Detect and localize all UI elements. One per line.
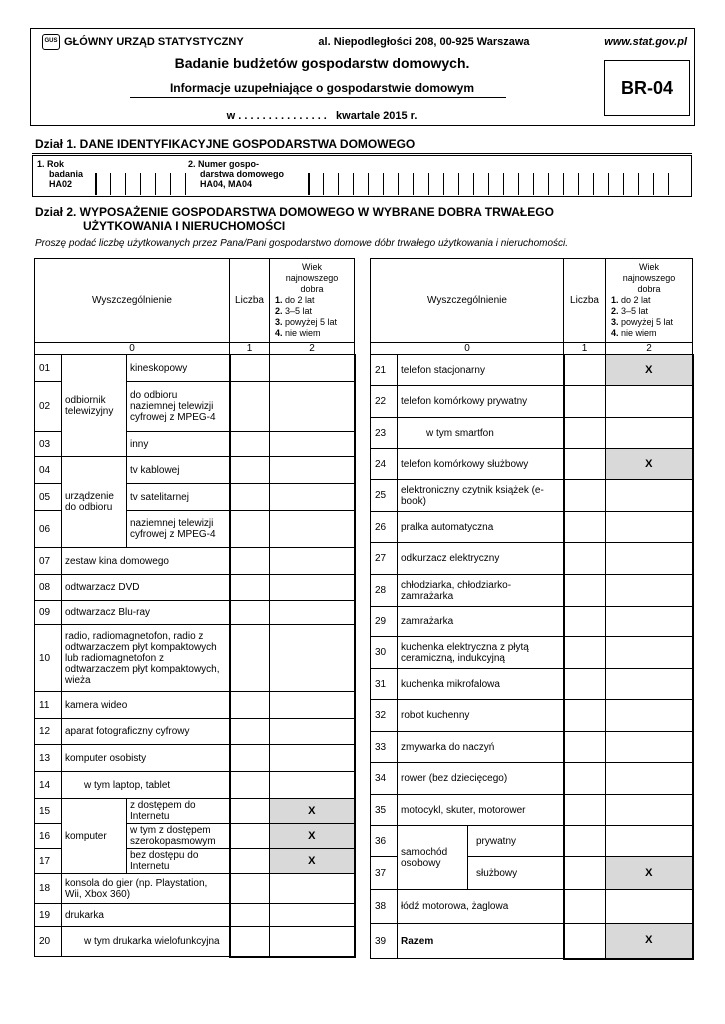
row-number: 12 bbox=[35, 719, 62, 745]
household-cell[interactable] bbox=[384, 173, 399, 195]
table-row bbox=[35, 772, 355, 799]
count-cell[interactable] bbox=[230, 824, 270, 849]
age-opt4: nie wiem bbox=[282, 328, 321, 338]
col-header-item: Wyszczególnienie bbox=[371, 259, 564, 343]
age-cell-disabled: X bbox=[270, 799, 355, 824]
row-label: chłodziarka, chłodziarko-zamrażarka bbox=[398, 575, 564, 607]
age-cell[interactable] bbox=[270, 625, 355, 692]
row-label: do odbioru naziemnej telewizji cyfrowej z MPEG-4 bbox=[127, 382, 230, 432]
age-opt1-num: 1. bbox=[611, 295, 619, 305]
table-row bbox=[371, 890, 693, 924]
row-number: 17 bbox=[35, 849, 62, 874]
section2-instruction: Proszę podać liczbę użytkowanych przez Pana/Pani gospodarstwo domowe dóbr trwałego użytkowania i nieruchomości. bbox=[35, 238, 569, 249]
count-cell[interactable] bbox=[564, 355, 606, 386]
row-number: 33 bbox=[371, 732, 398, 763]
household-cell[interactable] bbox=[324, 173, 339, 195]
table-row bbox=[371, 449, 693, 480]
age-cell[interactable] bbox=[270, 874, 355, 904]
count-cell[interactable] bbox=[230, 625, 270, 692]
age-cell[interactable] bbox=[270, 692, 355, 719]
table-row bbox=[35, 874, 355, 904]
row-number: 39 bbox=[371, 924, 398, 959]
household-cell[interactable] bbox=[474, 173, 489, 195]
org-name: GŁÓWNY URZĄD STATYSTYCZNY bbox=[64, 35, 244, 48]
age-opt2: 3–5 lat bbox=[282, 306, 313, 316]
row-label: kamera wideo bbox=[62, 692, 230, 719]
field1-code: HA02 bbox=[49, 179, 73, 189]
age-cell[interactable] bbox=[606, 890, 693, 924]
age-header-b: najnowszego bbox=[285, 273, 339, 283]
count-cell[interactable] bbox=[564, 924, 606, 959]
household-cell[interactable] bbox=[444, 173, 459, 195]
row-number: 01 bbox=[35, 355, 62, 382]
age-opt1-num: 1. bbox=[275, 295, 283, 305]
table-row bbox=[371, 732, 693, 763]
table-row bbox=[35, 457, 355, 484]
row-number: 10 bbox=[35, 625, 62, 692]
row-label: odtwarzacz Blu-ray bbox=[62, 601, 230, 625]
table-row bbox=[371, 763, 693, 795]
table-row bbox=[35, 548, 355, 575]
age-cell[interactable] bbox=[270, 548, 355, 575]
count-cell[interactable] bbox=[230, 484, 270, 511]
row-label: telefon komórkowy służbowy bbox=[398, 449, 564, 480]
year-cell[interactable] bbox=[96, 173, 111, 195]
age-opt3-num: 3. bbox=[275, 317, 283, 327]
count-cell[interactable] bbox=[564, 857, 606, 890]
table-row bbox=[35, 719, 355, 745]
age-opt4-num: 4. bbox=[611, 328, 619, 338]
row-group-receiver: urządzenie do odbioru bbox=[62, 457, 127, 548]
age-cell[interactable] bbox=[270, 745, 355, 772]
age-header-c: dobra bbox=[300, 284, 324, 294]
row-number: 03 bbox=[35, 432, 62, 457]
count-cell[interactable] bbox=[564, 669, 606, 700]
section2-title bbox=[35, 205, 554, 233]
row-label: pralka automatyczna bbox=[398, 512, 564, 543]
field2-code: HA04, MA04 bbox=[200, 179, 253, 189]
table-row bbox=[371, 355, 693, 386]
count-cell[interactable] bbox=[230, 457, 270, 484]
age-cell[interactable] bbox=[270, 575, 355, 601]
row-number: 13 bbox=[35, 745, 62, 772]
table-row bbox=[371, 826, 693, 857]
household-cell[interactable] bbox=[414, 173, 429, 195]
row-number: 25 bbox=[371, 480, 398, 512]
age-cell-disabled: X bbox=[606, 355, 693, 386]
field1-number: 1. bbox=[37, 159, 45, 169]
row-number: 21 bbox=[371, 355, 398, 386]
row-label: telefon komórkowy prywatny bbox=[398, 386, 564, 418]
row-number: 30 bbox=[371, 637, 398, 669]
row-number: 38 bbox=[371, 890, 398, 924]
row-label: w tym smartfon bbox=[398, 418, 564, 449]
age-opt1: do 2 lat bbox=[618, 295, 651, 305]
row-number: 31 bbox=[371, 669, 398, 700]
table-row bbox=[371, 575, 693, 607]
form-code-box: BR-04 bbox=[604, 60, 690, 116]
row-label: aparat fotograficzny cyfrowy bbox=[62, 719, 230, 745]
table-row bbox=[35, 355, 355, 382]
age-opt1: do 2 lat bbox=[282, 295, 315, 305]
row-label: kuchenka mikrofalowa bbox=[398, 669, 564, 700]
row-number: 34 bbox=[371, 763, 398, 795]
index-row bbox=[35, 343, 355, 355]
table-row bbox=[35, 601, 355, 625]
row-number: 07 bbox=[35, 548, 62, 575]
row-group-car: samochód osobowy bbox=[398, 826, 468, 890]
field2-label-b: darstwa domowego bbox=[200, 169, 285, 179]
right-equipment-table bbox=[370, 258, 694, 960]
row-label: inny bbox=[127, 432, 230, 457]
age-cell[interactable] bbox=[606, 669, 693, 700]
count-cell[interactable] bbox=[564, 575, 606, 607]
count-cell[interactable] bbox=[230, 432, 270, 457]
row-group-tv: odbiornik telewizyjny bbox=[62, 355, 127, 457]
age-cell[interactable] bbox=[606, 732, 693, 763]
age-cell[interactable] bbox=[606, 763, 693, 795]
count-cell[interactable] bbox=[230, 511, 270, 548]
left-equipment-table bbox=[34, 258, 356, 958]
header-top-row bbox=[42, 34, 687, 50]
age-header-a: Wiek bbox=[639, 262, 659, 272]
age-cell[interactable] bbox=[270, 719, 355, 745]
count-cell[interactable] bbox=[230, 548, 270, 575]
year-cell[interactable] bbox=[156, 173, 171, 195]
row-number: 08 bbox=[35, 575, 62, 601]
age-cell[interactable] bbox=[270, 457, 355, 484]
count-cell[interactable] bbox=[230, 745, 270, 772]
index-col-0: 0 bbox=[35, 343, 230, 355]
age-cell[interactable] bbox=[606, 512, 693, 543]
row-label: rower (bez dziecięcego) bbox=[398, 763, 564, 795]
table-row bbox=[35, 625, 355, 692]
household-number-cells[interactable] bbox=[308, 173, 669, 195]
row-number: 18 bbox=[35, 874, 62, 904]
table-row bbox=[371, 700, 693, 732]
field1-label bbox=[37, 159, 83, 189]
row-label: tv kablowej bbox=[127, 457, 230, 484]
row-number: 02 bbox=[35, 382, 62, 432]
year-cell[interactable] bbox=[126, 173, 141, 195]
age-cell-disabled: X bbox=[606, 857, 693, 890]
row-label: w tym laptop, tablet bbox=[62, 772, 230, 799]
age-opt3: powyżej 5 lat bbox=[618, 317, 674, 327]
field1-label-a: Rok bbox=[47, 159, 65, 169]
row-label: radio, radiomagnetofon, radio z odtwarzaczem płyt kompaktowych lub radiomagnetofon z odtwarzaczem płyt kompaktowych, wieża bbox=[62, 625, 230, 692]
org-address: al. Niepodległości 208, 00-925 Warszawa bbox=[318, 36, 530, 48]
index-row bbox=[371, 343, 693, 355]
table-row bbox=[35, 575, 355, 601]
index-col-2: 2 bbox=[270, 343, 355, 355]
age-opt3-num: 3. bbox=[611, 317, 619, 327]
household-cell[interactable] bbox=[354, 173, 369, 195]
field2-label-a: Numer gospo- bbox=[198, 159, 260, 169]
age-header-b: najnowszego bbox=[622, 273, 676, 283]
age-cell[interactable] bbox=[270, 432, 355, 457]
org-url[interactable]: www.stat.gov.pl bbox=[604, 36, 687, 48]
household-cell[interactable] bbox=[594, 173, 609, 195]
count-cell[interactable] bbox=[564, 512, 606, 543]
row-label: drukarka bbox=[62, 904, 230, 927]
row-label: komputer osobisty bbox=[62, 745, 230, 772]
row-label: kineskopowy bbox=[127, 355, 230, 382]
row-number: 06 bbox=[35, 511, 62, 548]
quarter-line[interactable]: w . . . . . . . . . . . . . . . kwartale 2015 r. bbox=[226, 110, 418, 122]
field1-label-b: badania bbox=[49, 169, 84, 179]
age-cell[interactable] bbox=[606, 795, 693, 826]
year-cell[interactable] bbox=[141, 173, 156, 195]
household-cell[interactable] bbox=[504, 173, 519, 195]
age-cell[interactable] bbox=[270, 927, 355, 957]
row-label: łódź motorowa, żaglowa bbox=[398, 890, 564, 924]
age-cell[interactable] bbox=[606, 575, 693, 607]
age-cell[interactable] bbox=[606, 418, 693, 449]
field2-label bbox=[188, 159, 284, 189]
row-label: z dostępem do Internetu bbox=[127, 799, 230, 824]
row-label: kuchenka elektryczna z płytą ceramiczną, indukcyjną bbox=[398, 637, 564, 669]
age-cell[interactable] bbox=[606, 386, 693, 418]
household-cell[interactable] bbox=[549, 173, 564, 195]
row-label: służbowy bbox=[468, 857, 564, 890]
row-number: 04 bbox=[35, 457, 62, 484]
row-number: 05 bbox=[35, 484, 62, 511]
count-cell[interactable] bbox=[564, 543, 606, 575]
table-row bbox=[35, 904, 355, 927]
count-cell[interactable] bbox=[230, 355, 270, 382]
table-row bbox=[371, 418, 693, 449]
row-number: 23 bbox=[371, 418, 398, 449]
gus-logo-icon: GUS bbox=[42, 34, 60, 50]
table-row bbox=[35, 927, 355, 957]
table-row bbox=[371, 386, 693, 418]
index-col-0: 0 bbox=[371, 343, 564, 355]
row-number: 32 bbox=[371, 700, 398, 732]
row-label: zestaw kina domowego bbox=[62, 548, 230, 575]
org-block bbox=[42, 34, 244, 50]
table-row bbox=[371, 480, 693, 512]
table-row bbox=[35, 799, 355, 824]
row-label: prywatny bbox=[468, 826, 564, 857]
row-number: 29 bbox=[371, 607, 398, 637]
age-header-c: dobra bbox=[637, 284, 661, 294]
household-cell[interactable] bbox=[339, 173, 354, 195]
count-cell[interactable] bbox=[230, 904, 270, 927]
table-row bbox=[371, 607, 693, 637]
household-cell[interactable] bbox=[609, 173, 624, 195]
count-cell[interactable] bbox=[564, 826, 606, 857]
age-cell-disabled: X bbox=[270, 824, 355, 849]
count-cell[interactable] bbox=[564, 607, 606, 637]
row-number: 16 bbox=[35, 824, 62, 849]
row-label: robot kuchenny bbox=[398, 700, 564, 732]
age-cell[interactable] bbox=[270, 772, 355, 799]
age-opt2-num: 2. bbox=[611, 306, 619, 316]
count-cell[interactable] bbox=[230, 601, 270, 625]
row-number: 26 bbox=[371, 512, 398, 543]
row-number: 11 bbox=[35, 692, 62, 719]
row-label-total: Razem bbox=[398, 924, 564, 959]
household-cell[interactable] bbox=[459, 173, 474, 195]
row-label: tv satelitarnej bbox=[127, 484, 230, 511]
age-opt4: nie wiem bbox=[618, 328, 657, 338]
count-cell[interactable] bbox=[230, 382, 270, 432]
row-label: motocykl, skuter, motorower bbox=[398, 795, 564, 826]
age-opt2-num: 2. bbox=[275, 306, 283, 316]
count-cell[interactable] bbox=[230, 719, 270, 745]
age-opt4-num: 4. bbox=[275, 328, 283, 338]
row-label: bez dostępu do Internetu bbox=[127, 849, 230, 874]
section2-title-a: Dział 2. WYPOSAŻENIE GOSPODARSTWA DOMOWEGO W WYBRANE DOBRA TRWAŁEGO bbox=[35, 205, 554, 219]
row-number: 15 bbox=[35, 799, 62, 824]
age-cell[interactable] bbox=[606, 637, 693, 669]
table-row bbox=[371, 669, 693, 700]
count-cell[interactable] bbox=[564, 418, 606, 449]
household-cell[interactable] bbox=[489, 173, 504, 195]
index-col-2: 2 bbox=[606, 343, 693, 355]
table-row bbox=[35, 692, 355, 719]
table-row bbox=[371, 795, 693, 826]
age-cell-disabled: X bbox=[606, 449, 693, 480]
row-number: 19 bbox=[35, 904, 62, 927]
count-cell[interactable] bbox=[230, 575, 270, 601]
age-cell[interactable] bbox=[270, 355, 355, 382]
count-cell[interactable] bbox=[230, 927, 270, 957]
row-number: 28 bbox=[371, 575, 398, 607]
count-cell[interactable] bbox=[564, 795, 606, 826]
household-cell[interactable] bbox=[534, 173, 549, 195]
count-cell[interactable] bbox=[564, 386, 606, 418]
count-cell[interactable] bbox=[230, 799, 270, 824]
age-cell[interactable] bbox=[606, 826, 693, 857]
count-cell[interactable] bbox=[564, 732, 606, 763]
row-number: 36 bbox=[371, 826, 398, 857]
row-label: zamrażarka bbox=[398, 607, 564, 637]
age-cell[interactable] bbox=[270, 382, 355, 432]
household-cell[interactable] bbox=[369, 173, 384, 195]
household-cell[interactable] bbox=[399, 173, 414, 195]
count-cell[interactable] bbox=[564, 480, 606, 512]
count-cell[interactable] bbox=[564, 763, 606, 795]
age-cell[interactable] bbox=[606, 543, 693, 575]
row-number: 09 bbox=[35, 601, 62, 625]
age-cell[interactable] bbox=[606, 607, 693, 637]
row-group-computer: komputer bbox=[62, 799, 127, 874]
row-label: elektroniczny czytnik książek (e-book) bbox=[398, 480, 564, 512]
age-opt2: 3–5 lat bbox=[618, 306, 649, 316]
table-row bbox=[35, 745, 355, 772]
subtitle-underline bbox=[130, 97, 506, 98]
field2-number: 2. bbox=[188, 159, 196, 169]
row-label: zmywarka do naczyń bbox=[398, 732, 564, 763]
row-label: konsola do gier (np. Playstation, Wii, Xbox 360) bbox=[62, 874, 230, 904]
count-cell[interactable] bbox=[564, 700, 606, 732]
age-cell[interactable] bbox=[270, 484, 355, 511]
table-row bbox=[371, 543, 693, 575]
form-subtitle: Informacje uzupełniające o gospodarstwie domowym bbox=[169, 81, 475, 95]
row-label: w tym drukarka wielofunkcyjna bbox=[62, 927, 230, 957]
count-cell[interactable] bbox=[230, 849, 270, 874]
count-cell[interactable] bbox=[230, 692, 270, 719]
household-cell[interactable] bbox=[579, 173, 594, 195]
row-label: w tym z dostępem szerokopasmowym bbox=[127, 824, 230, 849]
household-cell[interactable] bbox=[624, 173, 639, 195]
table-row bbox=[371, 924, 693, 959]
row-number: 24 bbox=[371, 449, 398, 480]
row-label: odkurzacz elektryczny bbox=[398, 543, 564, 575]
household-cell[interactable] bbox=[654, 173, 669, 195]
col-header-age bbox=[270, 259, 355, 343]
section1-divider bbox=[32, 153, 692, 154]
household-cell[interactable] bbox=[639, 173, 654, 195]
age-cell-disabled: X bbox=[270, 849, 355, 874]
section1-title: Dział 1. DANE IDENTYFIKACYJNE GOSPODARSTWA DOMOWEGO bbox=[35, 137, 416, 151]
row-number: 27 bbox=[371, 543, 398, 575]
age-cell[interactable] bbox=[606, 480, 693, 512]
age-cell[interactable] bbox=[606, 700, 693, 732]
count-cell[interactable] bbox=[564, 890, 606, 924]
age-cell-disabled: X bbox=[606, 924, 693, 959]
identification-box bbox=[32, 155, 692, 197]
row-number: 14 bbox=[35, 772, 62, 799]
section2-title-b: UŻYTKOWANIA I NIERUCHOMOŚCI bbox=[83, 219, 286, 233]
col-header-count: Liczba bbox=[230, 259, 270, 343]
count-cell[interactable] bbox=[230, 874, 270, 904]
year-cell[interactable] bbox=[171, 173, 186, 195]
year-cell[interactable] bbox=[111, 173, 126, 195]
year-input-cells[interactable] bbox=[95, 173, 186, 195]
count-cell[interactable] bbox=[564, 637, 606, 669]
household-cell[interactable] bbox=[309, 173, 324, 195]
age-opt3: powyżej 5 lat bbox=[282, 317, 338, 327]
count-cell[interactable] bbox=[564, 449, 606, 480]
col-header-age bbox=[606, 259, 693, 343]
row-number: 37 bbox=[371, 857, 398, 890]
row-label: odtwarzacz DVD bbox=[62, 575, 230, 601]
household-cell[interactable] bbox=[564, 173, 579, 195]
household-cell[interactable] bbox=[429, 173, 444, 195]
age-header-a: Wiek bbox=[302, 262, 322, 272]
table-row bbox=[371, 512, 693, 543]
col-header-count: Liczba bbox=[564, 259, 606, 343]
col-header-item: Wyszczególnienie bbox=[35, 259, 230, 343]
age-cell[interactable] bbox=[270, 601, 355, 625]
row-label: telefon stacjonarny bbox=[398, 355, 564, 386]
age-cell[interactable] bbox=[270, 511, 355, 548]
household-cell[interactable] bbox=[519, 173, 534, 195]
table-row bbox=[371, 637, 693, 669]
row-number: 35 bbox=[371, 795, 398, 826]
index-col-1: 1 bbox=[564, 343, 606, 355]
row-number: 20 bbox=[35, 927, 62, 957]
age-cell[interactable] bbox=[270, 904, 355, 927]
row-label: naziemnej telewizji cyfrowej z MPEG-4 bbox=[127, 511, 230, 548]
form-title: Badanie budżetów gospodarstw domowych. bbox=[174, 55, 470, 71]
count-cell[interactable] bbox=[230, 772, 270, 799]
index-col-1: 1 bbox=[230, 343, 270, 355]
row-number: 22 bbox=[371, 386, 398, 418]
